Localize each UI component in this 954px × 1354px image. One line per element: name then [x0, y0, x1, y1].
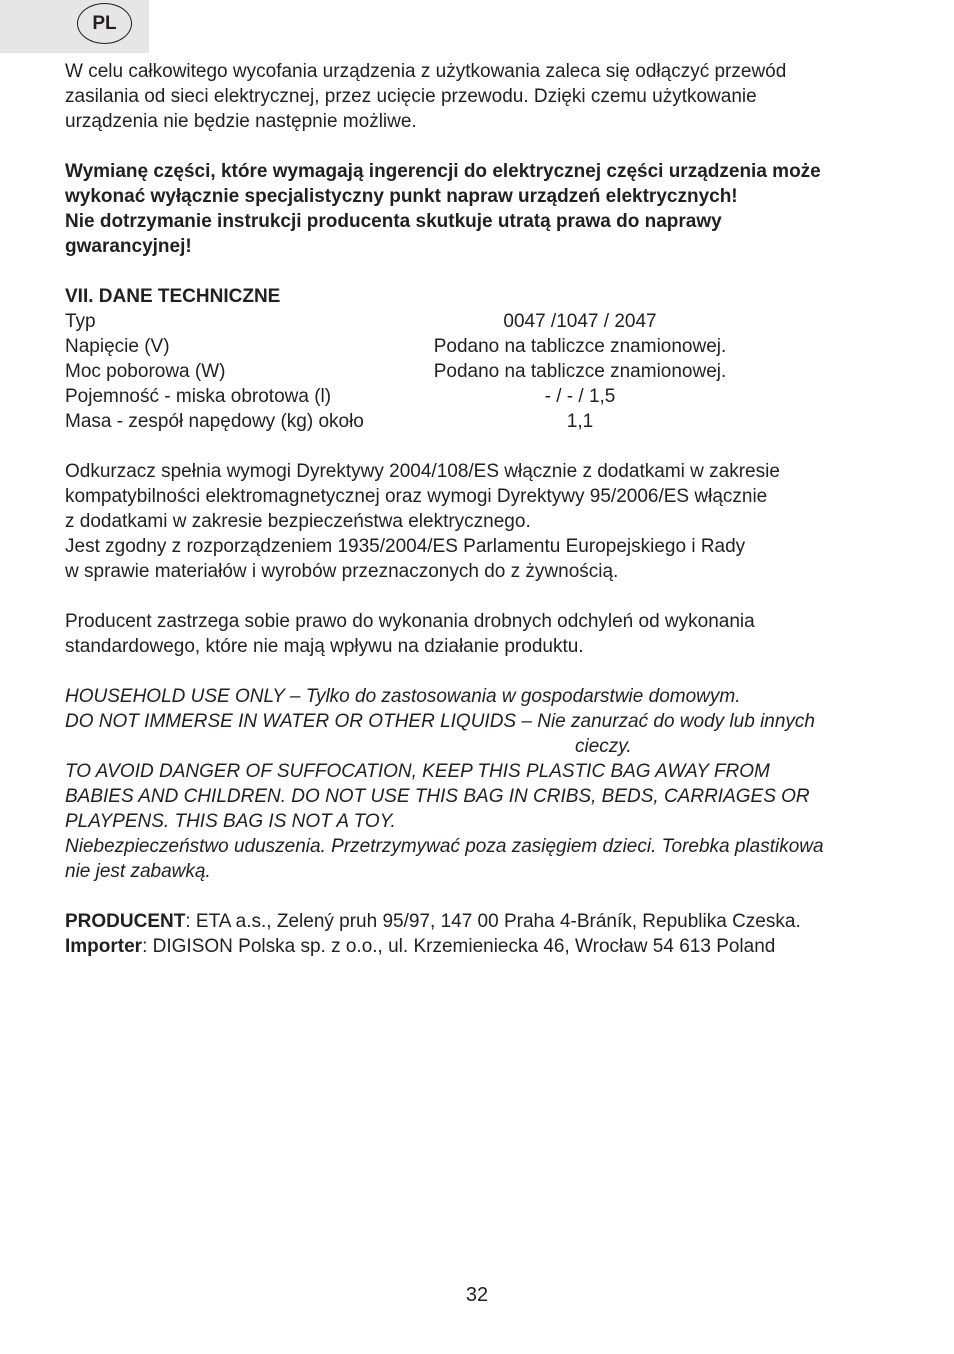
intro-line: zasilania od sieci elektrycznej, przez ucięcie przewodu. Dzięki czemu użytkowanie [65, 86, 757, 107]
notice-line: TO AVOID DANGER OF SUFFOCATION, KEEP THIS PLASTIC BAG AWAY FROM [65, 761, 770, 782]
producer-note-line: standardowego, które nie mają wpływu na działanie produktu. [65, 636, 584, 657]
producer-note-line: Producent zastrzega sobie prawo do wykonania drobnych odchyleń od wykonania [65, 611, 755, 632]
safety-notices [65, 684, 895, 884]
document-body [65, 59, 895, 959]
notice-line: PLAYPENS. THIS BAG IS NOT A TOY. [65, 811, 396, 832]
spec-value: 1,1 [566, 411, 594, 432]
notice-line: DO NOT IMMERSE IN WATER OR OTHER LIQUIDS – Nie zanurzać do wody lub innych [65, 711, 815, 732]
spec-row [65, 334, 895, 359]
spec-row [65, 359, 895, 384]
notice-line: BABIES AND CHILDREN. DO NOT USE THIS BAG IN CRIBS, BEDS, CARRIAGES OR [65, 786, 810, 807]
warning-line: wykonać wyłącznie specjalistyczny punkt napraw urządzeń elektrycznych! [65, 186, 738, 207]
spec-label: Pojemność - miska obrotowa (l) [65, 386, 332, 407]
producer-label: PRODUCENT [65, 911, 186, 932]
language-badge: PL [77, 3, 132, 44]
notice-line: cieczy. [575, 736, 632, 757]
contacts [65, 909, 895, 959]
compliance-line: z dodatkami w zakresie bezpieczeństwa elektrycznego. [65, 511, 531, 532]
notice-line: Niebezpieczeństwo uduszenia. Przetrzymywać poza zasięgiem dzieci. Torebka plastikowa [65, 836, 824, 857]
spec-value: - / - / 1,5 [544, 386, 616, 407]
importer-label: Importer [65, 936, 143, 957]
intro-line: urządzenia nie będzie następnie możliwe. [65, 111, 417, 132]
spec-label: Moc poborowa (W) [65, 361, 226, 382]
producer-line [65, 909, 895, 934]
spec-value: 0047 /1047 / 2047 [503, 311, 657, 332]
notice-line: HOUSEHOLD USE ONLY – Tylko do zastosowania w gospodarstwie domowym. [65, 686, 741, 707]
spec-value: Podano na tabliczce znamionowej. [433, 361, 727, 382]
tech-heading: VII. DANE TECHNICZNE [65, 286, 281, 307]
spec-row [65, 409, 895, 434]
compliance-line: w sprawie materiałów i wyrobów przeznaczonych do z żywnością. [65, 561, 619, 582]
spec-label: Typ [65, 311, 96, 332]
warning-line: Nie dotrzymanie instrukcji producenta skutkuje utratą prawa do naprawy [65, 211, 722, 232]
spec-row [65, 309, 895, 334]
intro-paragraph [65, 59, 895, 134]
producer-value: : ETA a.s., Zelený pruh 95/97, 147 00 Praha 4-Bráník, Republika Czeska. [185, 911, 801, 932]
tech-spec-table [65, 309, 895, 434]
compliance-line: kompatybilności elektromagnetycznej oraz wymogi Dyrektywy 95/2006/ES włącznie [65, 486, 768, 507]
spec-label: Masa - zespół napędowy (kg) około [65, 411, 364, 432]
compliance-line: Jest zgodny z rozporządzeniem 1935/2004/ES Parlamentu Europejskiego i Rady [65, 536, 746, 557]
spec-value: Podano na tabliczce znamionowej. [433, 336, 727, 357]
warning-line: gwarancyjnej! [65, 236, 192, 257]
compliance-paragraph [65, 459, 895, 584]
producer-note-paragraph [65, 609, 895, 659]
warning-line: Wymianę części, które wymagają ingerencji do elektrycznej części urządzenia może [65, 161, 821, 182]
notice-line: nie jest zabawką. [65, 861, 211, 882]
importer-value: : DIGISON Polska sp. z o.o., ul. Krzemieniecka 46, Wrocław 54 613 Poland [142, 936, 776, 957]
importer-line [65, 934, 895, 959]
warning-paragraph [65, 159, 895, 259]
intro-line: W celu całkowitego wycofania urządzenia z użytkowania zaleca się odłączyć przewód [65, 61, 787, 82]
spec-label: Napięcie (V) [65, 336, 170, 357]
page-number: 32 [465, 1284, 489, 1306]
spec-row [65, 384, 895, 409]
compliance-line: Odkurzacz spełnia wymogi Dyrektywy 2004/108/ES włącznie z dodatkami w zakresie [65, 461, 780, 482]
